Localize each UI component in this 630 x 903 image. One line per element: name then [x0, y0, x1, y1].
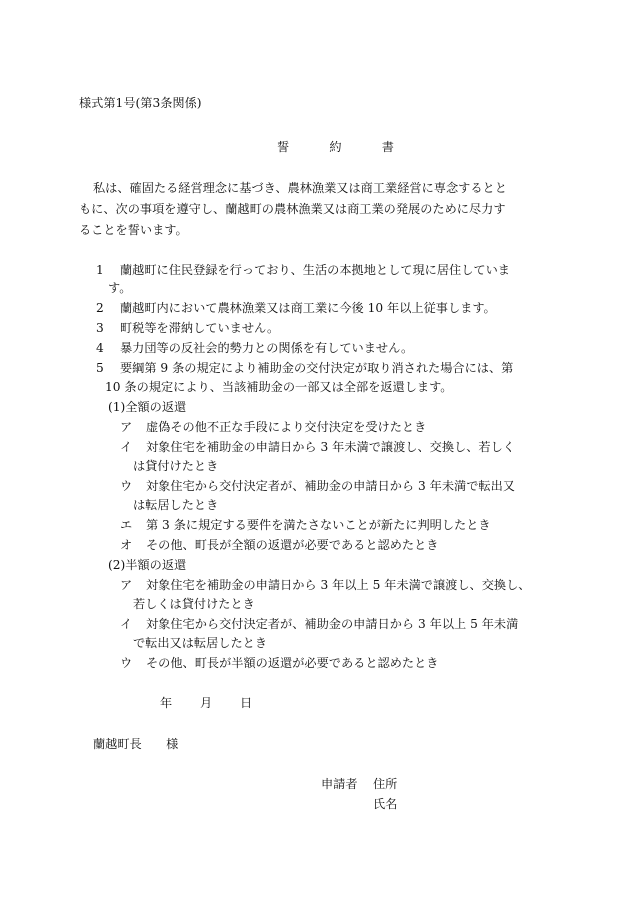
subitem-mark: ア: [120, 578, 133, 592]
subitem-mark: オ: [120, 538, 133, 552]
subitem-text: その他、町長が全額の返還が必要であると認めたとき: [146, 538, 439, 552]
subitem-mark: ア: [120, 420, 133, 434]
item-text: 暴力団等の反社会的勢力との関係を有していません。: [120, 341, 414, 355]
subitem-text: 対象住宅を補助金の申請日から 3 年以上 5 年未満で譲渡し、交換し、: [146, 578, 531, 592]
subitem-mark: ウ: [120, 656, 133, 670]
subitem-text: で転出又は転居したとき: [133, 636, 268, 650]
name-label: 氏名: [373, 797, 398, 811]
subitem-mark: エ: [120, 518, 133, 532]
subitem-text: 第 3 条に規定する要件を満たさないことが新たに判明したとき: [146, 518, 491, 532]
item-text: 蘭越町に住民登録を行っており、生活の本拠地として現に居住していま: [120, 263, 510, 277]
subitem-mark: イ: [120, 440, 133, 454]
date-year-label: 年: [160, 696, 173, 710]
intro-line: もに、次の事項を遵守し、蘭越町の農林漁業又は商工業の発展のために尽力す: [79, 202, 506, 216]
subitem-text: その他、町長が半額の返還が必要であると認めたとき: [146, 656, 439, 670]
item-text: 町税等を滞納していません。: [120, 321, 280, 335]
item-text: 蘭越町内において農林漁業又は商工業に今後 10 年以上従事します。: [120, 301, 496, 315]
addressee: 蘭越町長 様: [93, 737, 179, 751]
address-label: 住所: [373, 777, 398, 791]
subsection-heading: (1)全額の返還: [108, 400, 187, 414]
item-number: 2: [96, 301, 104, 315]
item-text: 10 条の規定により、当該補助金の一部又は全部を返還します。: [105, 380, 453, 394]
subitem-text: は転居したとき: [133, 498, 219, 512]
item-number: 3: [96, 321, 104, 335]
subitem-text: 対象住宅から交付決定者が、補助金の申請日から 3 年以上 5 年未満: [146, 617, 519, 631]
item-text: す。: [108, 281, 132, 295]
item-number: 4: [96, 341, 104, 355]
item-number: 5: [96, 361, 104, 375]
item-number: 1: [96, 263, 104, 277]
subsection-heading: (2)半額の返還: [108, 558, 187, 572]
applicant-label: 申請者: [321, 777, 358, 791]
subitem-text: 若しくは貸付けたとき: [133, 597, 255, 611]
subitem-mark: ウ: [120, 479, 133, 493]
subitem-text: 虚偽その他不正な手段により交付決定を受けたとき: [146, 420, 427, 434]
form-label: 様式第1号(第3条関係): [79, 96, 202, 110]
subitem-text: 対象住宅を補助金の申請日から 3 年未満で譲渡し、交換し、若しく: [146, 440, 515, 454]
intro-line: 私は、確固たる経営理念に基づき、農林漁業又は商工業経営に専念するとと: [93, 181, 507, 195]
intro-line: ることを誓います。: [79, 223, 188, 237]
subitem-text: 対象住宅から交付決定者が、補助金の申請日から 3 年未満で転出又: [146, 479, 515, 493]
item-text: 要綱第 9 条の規定により補助金の交付決定が取り消された場合には、第: [120, 361, 514, 375]
document-title: 誓 約 書: [277, 140, 408, 154]
subitem-text: は貸付けたとき: [133, 459, 219, 473]
subitem-mark: イ: [120, 617, 133, 631]
date-day-label: 日: [240, 696, 253, 710]
date-month-label: 月: [200, 696, 213, 710]
